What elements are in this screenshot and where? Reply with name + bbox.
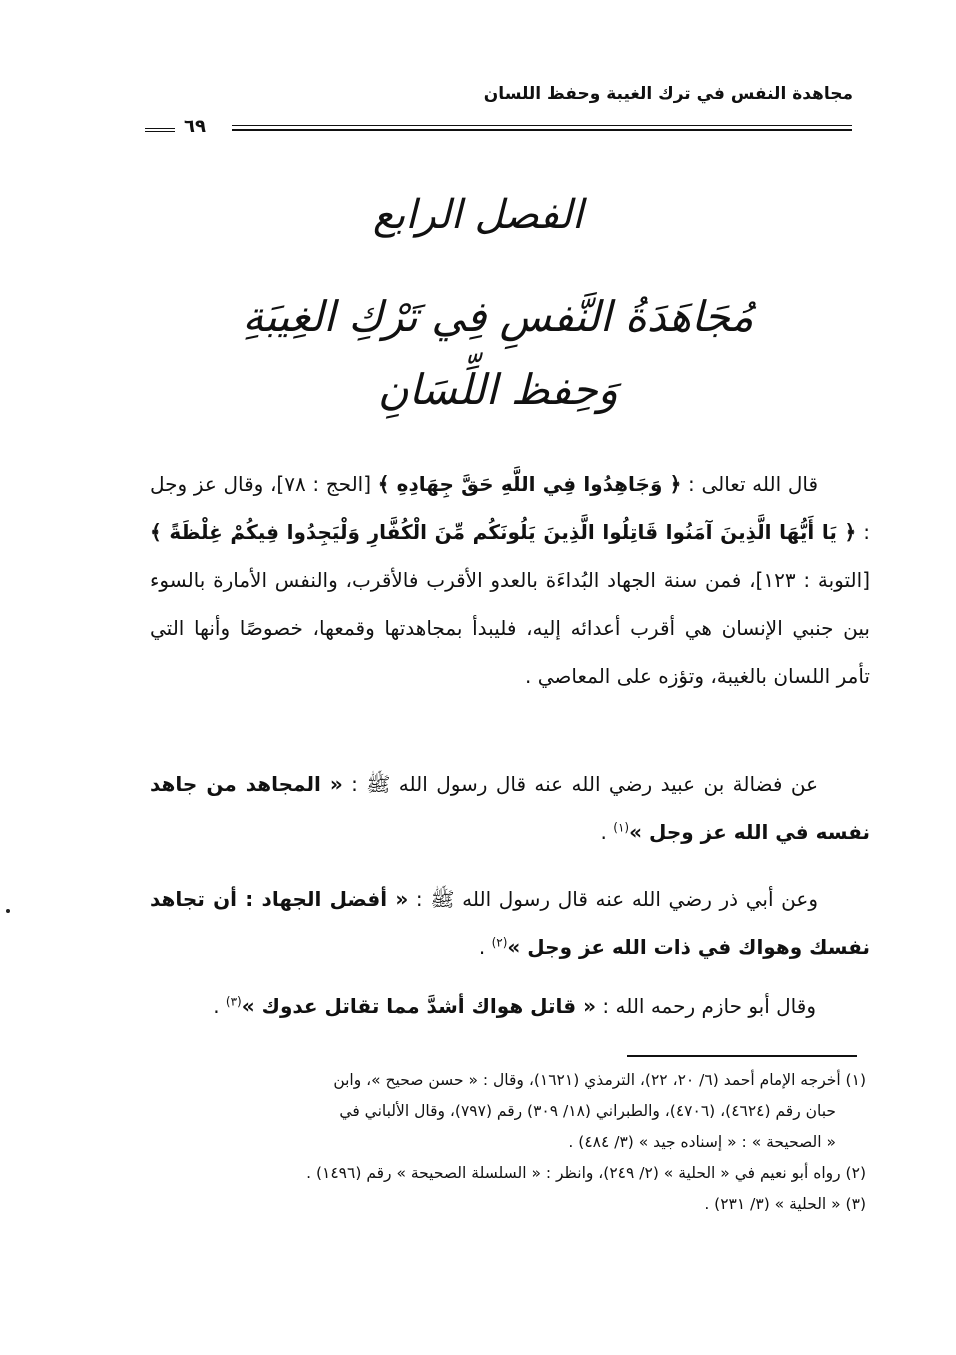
chapter-title-line2: وَحِفظ اللِّسَانِ — [377, 365, 619, 414]
p4-end: . — [213, 994, 220, 1018]
p1-ref: [الحج : ٧٨]، وقال عز وجل : — [150, 472, 871, 544]
running-title: مجاهدة النفس في ترك الغيبة وحفظ اللسان — [483, 84, 853, 104]
chapter-title-line1: مُجَاهَدَةُ النَّفسِ فِي تَرْكِ الغِيبَةِ — [242, 292, 754, 341]
header-rule — [232, 125, 852, 131]
footnote-separator — [627, 1055, 857, 1057]
p2-end: . — [600, 820, 607, 844]
footnote-1-line-3: « الصحيحة » : « إسناده جيد » (٣/ ٤٨٤) . — [568, 1133, 836, 1151]
quran-verse-1: ﴿ وَجَاهِدُوا فِي اللَّهِ حَقَّ جِهَادِهِ ﴾ — [377, 472, 682, 496]
chapter-label: الفصل الرابع — [372, 192, 584, 238]
footnote-1-line-2: حبان رقم (٤٦٢٤)، (٤٧٠٦)، والطبراني (١٨/ ٣٠٩) رقم (٧٩٧)، وقال الألباني في — [339, 1102, 836, 1120]
paragraph-2 — [150, 760, 870, 856]
footnote-3: (٣) « الحلية » (٣/ ٢٣١) . — [704, 1195, 866, 1213]
footnote-2: (٢) رواه أبو نعيم في « الحلية » (٢/ ٢٤٩)، وانظر : « السلسلة الصحيحة » رقم (١٤٩٦) . — [306, 1164, 866, 1182]
p1-intro: قال الله تعالى : — [688, 472, 819, 496]
scan-speck — [6, 909, 10, 913]
hadith-2: « أفضل الجهاد : أن تجاهد نفسك وهواك في ذات الله عز وجل » — [150, 887, 870, 959]
p1-body: [التوبة : ١٢٣]، فمن سنة الجهاد البُداءَة بالعدو الأقرب فالأقرب، والنفس الأمارة بالسوء بين جنبي الإنسان هي أقرب أعدائه إليه، فليبدأ بمجاهدتها وقمعها، خصوصًا وأنها التي تأمر اللسان بالغيبة، وتؤزه على المعاصي . — [150, 568, 870, 688]
footnote-ref-2[interactable]: (٢) — [491, 935, 508, 950]
p3-end: . — [478, 935, 486, 959]
p4-intro: وقال أبو حازم رحمه الله : — [602, 994, 816, 1018]
footnotes — [150, 1065, 866, 1220]
paragraph-4 — [213, 982, 816, 1030]
quote-abu-hazim: « قاتل هواك أشدَّ مما تقاتل عدوك » — [241, 994, 597, 1018]
footnote-ref-3[interactable]: (٣) — [225, 994, 242, 1009]
paragraph-3 — [150, 875, 870, 971]
paragraph-1 — [150, 460, 870, 700]
p2-intro: عن فضالة بن عبيد رضي الله عنه قال رسول الله ﷺ : — [351, 772, 819, 796]
page-number: ٦٩ — [184, 116, 206, 137]
p3-intro: وعن أبي ذر رضي الله عنه قال رسول الله ﷺ : — [415, 887, 818, 911]
footnote-1-line-1: (١) أخرجه الإمام أحمد (٦/ ٢٠، ٢٢)، الترمذي (١٦٢١)، وقال : « حسن صحيح »، وابن — [333, 1071, 866, 1089]
quran-verse-2: ﴿ يَا أَيُّهَا الَّذِينَ آمَنُوا قَاتِلُوا الَّذِينَ يَلُونَكُم مِّنَ الْكُفَّارِ وَلْيَجِدُوا فِيكُمْ غِلْظَةً ﴾ — [150, 520, 857, 544]
footnote-ref-1[interactable]: (١) — [613, 820, 630, 835]
hadith-1: « المجاهد من جاهد نفسه في الله عز وجل » — [150, 772, 870, 844]
header-rule-short — [145, 128, 175, 132]
